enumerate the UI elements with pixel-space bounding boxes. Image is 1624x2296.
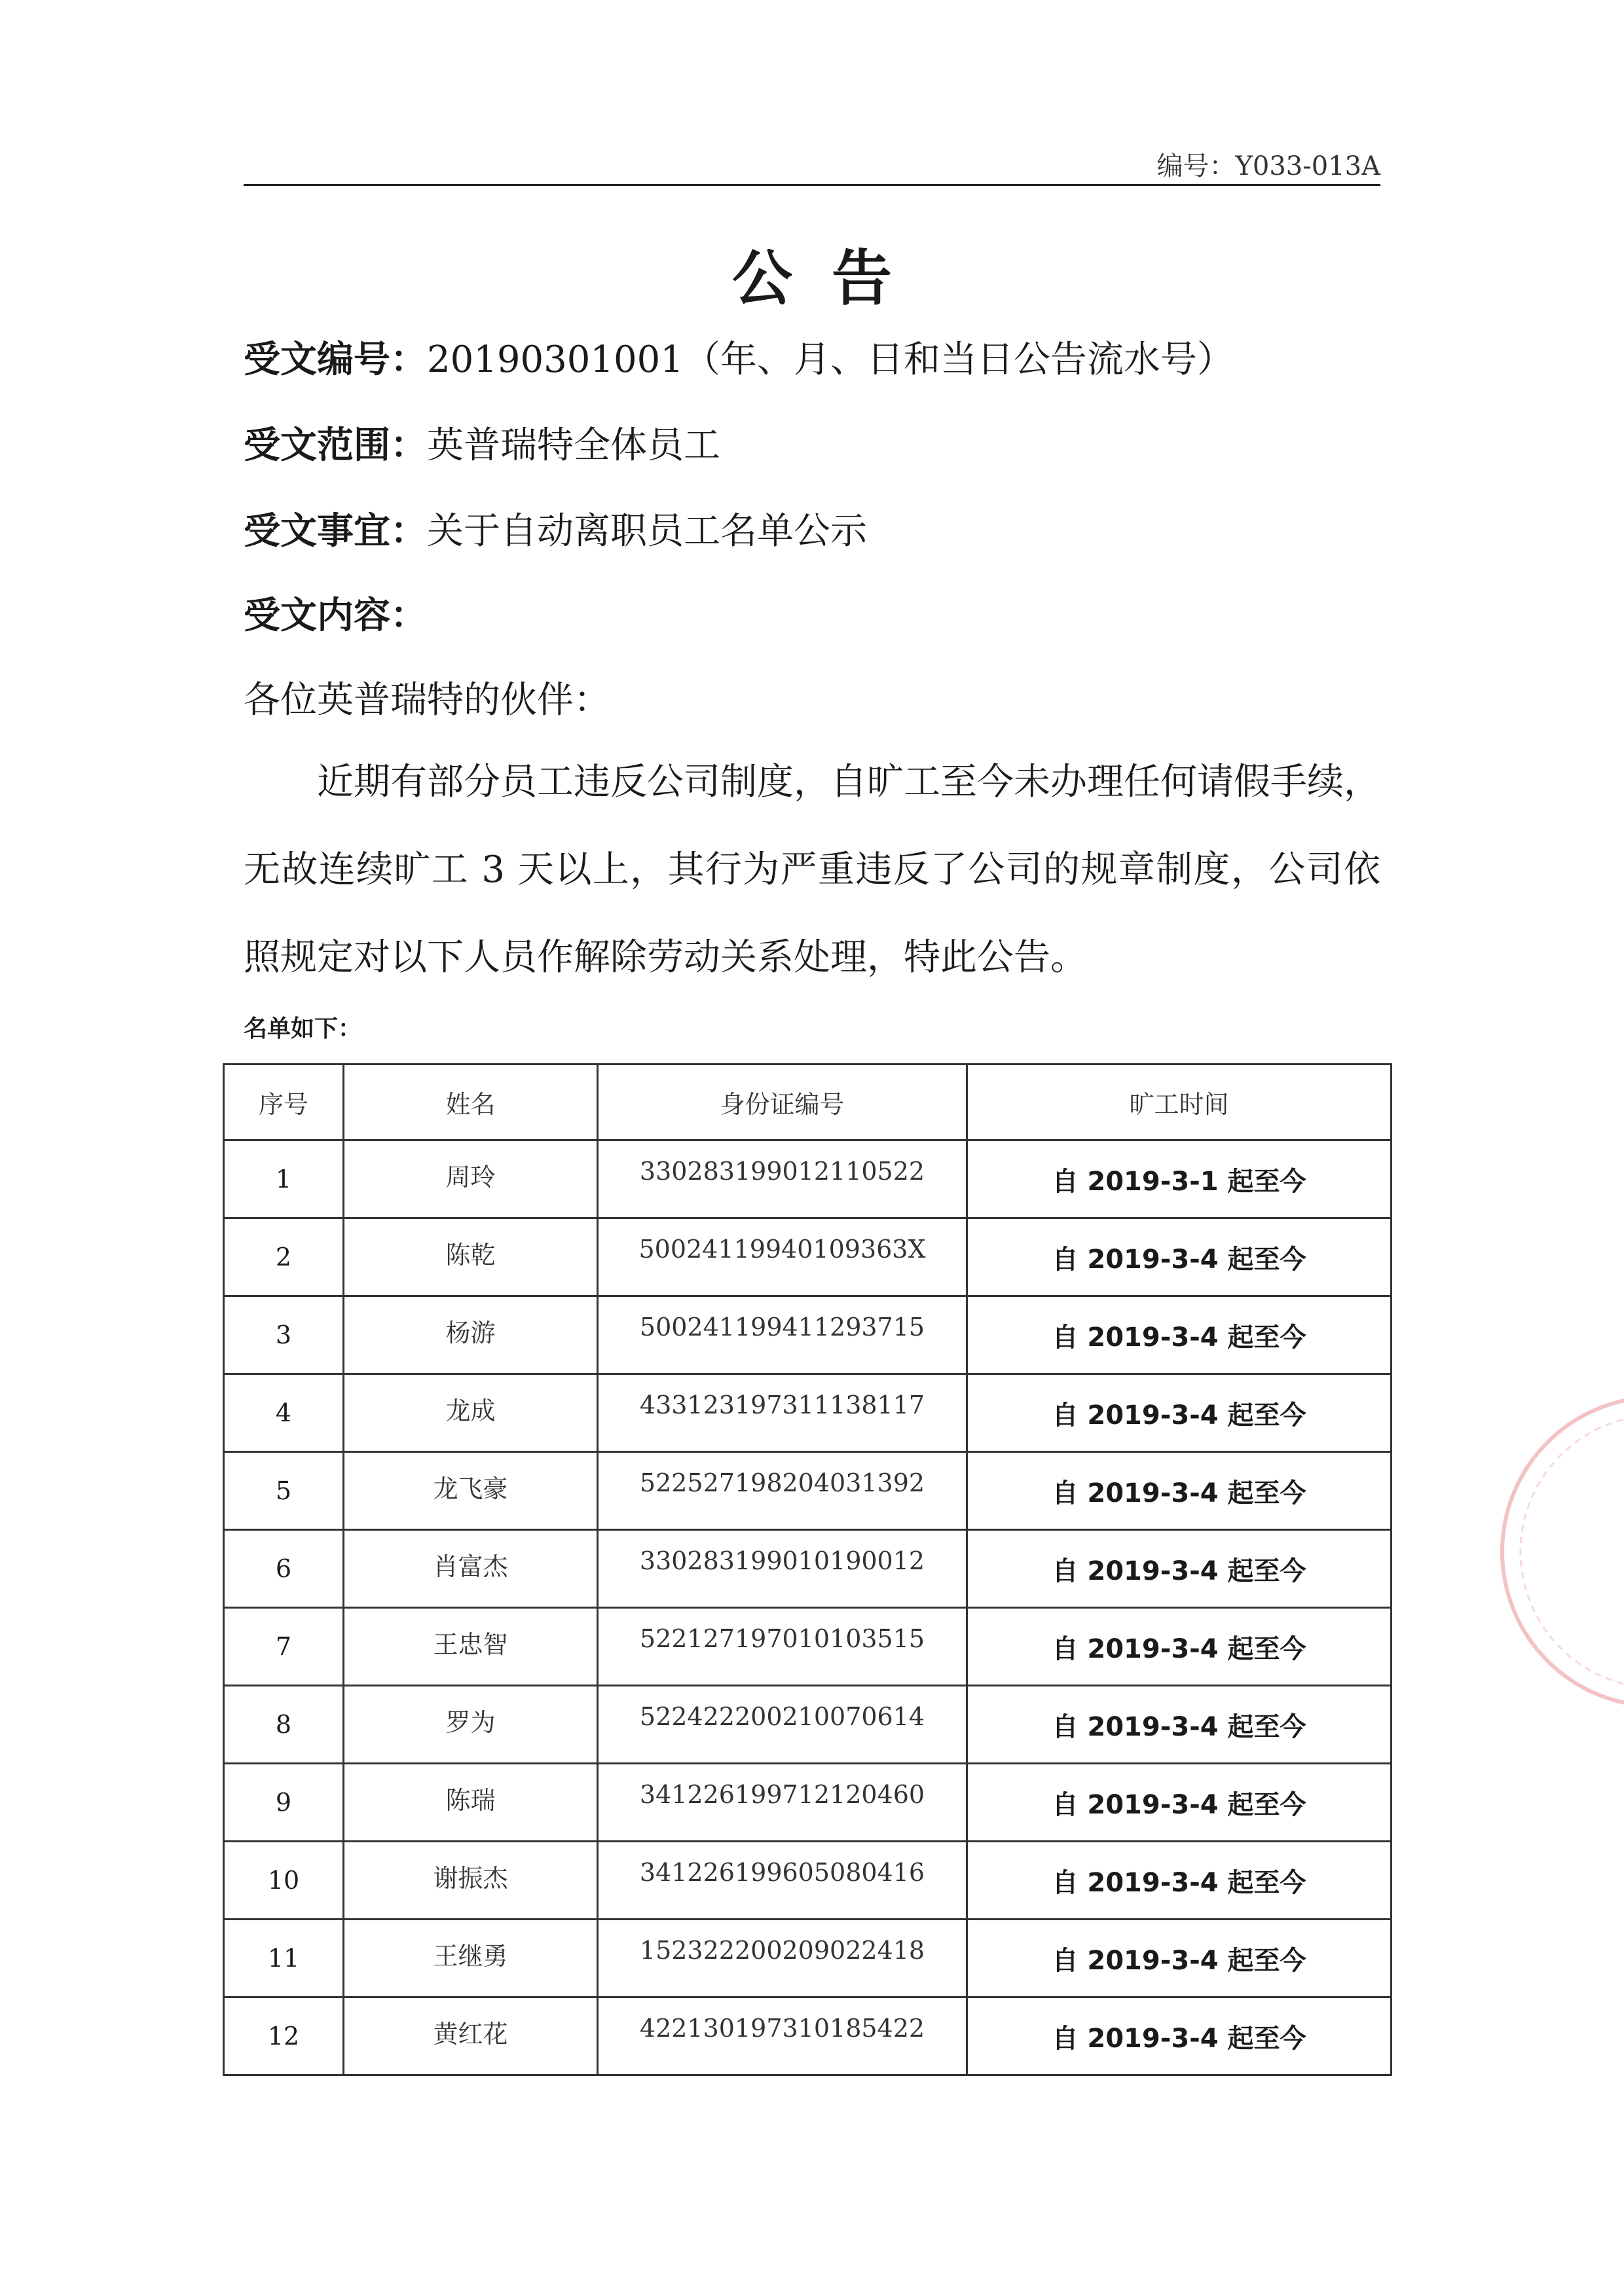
header-name: 姓名 (344, 1065, 598, 1140)
cell-id-number-text: 152322200209022418 (639, 1936, 925, 1965)
cell-index-text: 12 (267, 2022, 300, 2050)
cell-id-number-text: 500241199411293715 (639, 1313, 925, 1341)
cell-name (344, 1374, 598, 1452)
table-row (224, 1296, 1392, 1374)
field-label: 受文范围： (244, 424, 427, 467)
table-row (224, 1608, 1392, 1686)
field-value: 英普瑞特全体员工 (427, 424, 720, 467)
cell-id-number (598, 1997, 967, 2075)
cell-id-number (598, 1608, 967, 1686)
cell-index-text: 11 (267, 1944, 300, 1973)
cell-absence-time-text: 自 2019-3-4 起至今 (1052, 1556, 1306, 1586)
cell-absence-time (967, 1218, 1392, 1296)
cell-name-text: 陈乾 (445, 1241, 496, 1269)
cell-absence-time-text: 自 2019-3-4 起至今 (1052, 1945, 1306, 1976)
table-row (224, 1140, 1392, 1218)
cell-name (344, 1842, 598, 1920)
cell-index (224, 1842, 344, 1920)
cell-index-text: 10 (267, 1866, 300, 1895)
greeting: 各位英普瑞特的伙伴： (244, 679, 610, 721)
cell-id-number-text: 330283199010190012 (639, 1546, 925, 1575)
cell-index (224, 1530, 344, 1608)
cell-name (344, 1218, 598, 1296)
cell-index (224, 1140, 344, 1218)
table-row (224, 1997, 1392, 2075)
cell-absence-time (967, 1452, 1392, 1530)
cell-absence-time-text: 自 2019-3-4 起至今 (1052, 2023, 1306, 2054)
body-paragraph: 近期有部分员工违反公司制度，自旷工至今未办理任何请假手续，无故连续旷工 3 天以上，其行为严重违反了公司的规章制度，公司依照规定对以下人员作解除劳动关系处理，特此公告。 (244, 761, 1380, 979)
cell-id-number (598, 1530, 967, 1608)
cell-absence-time-text: 自 2019-3-4 起至今 (1052, 1322, 1306, 1353)
cell-name-text: 龙成 (445, 1396, 496, 1425)
table-header-row (224, 1065, 1392, 1140)
cell-absence-time-text: 自 2019-3-4 起至今 (1052, 1867, 1306, 1898)
field-label: 受文事宜： (244, 509, 427, 553)
cell-name (344, 1140, 598, 1218)
header-id-number: 身份证编号 (598, 1065, 967, 1140)
company-seal (1500, 1394, 1624, 1709)
field-value: 关于自动离职员工名单公示 (427, 510, 867, 553)
cell-id-number (598, 1452, 967, 1530)
header-absence-time: 旷工时间 (967, 1065, 1392, 1140)
cell-name-text: 肖富杰 (433, 1552, 508, 1581)
cell-id-number-text: 522127197010103515 (639, 1624, 925, 1653)
table-row (224, 1452, 1392, 1530)
cell-name-text: 龙飞豪 (433, 1474, 508, 1503)
table-row (224, 1842, 1392, 1920)
cell-absence-time-text: 自 2019-3-4 起至今 (1052, 1633, 1306, 1664)
field-doc-id (244, 331, 1234, 383)
cell-index-text: 1 (275, 1165, 292, 1194)
cell-id-number (598, 1764, 967, 1842)
cell-id-number-text: 422130197310185422 (639, 2014, 925, 2043)
cell-absence-time (967, 1296, 1392, 1374)
table-row (224, 1530, 1392, 1608)
cell-id-number-text: 330283199012110522 (639, 1157, 925, 1186)
cell-name (344, 1296, 598, 1374)
table-row (224, 1920, 1392, 1997)
header-divider (244, 184, 1380, 186)
field-label: 受文内容： (244, 594, 427, 637)
cell-name-text: 黄红花 (433, 2020, 508, 2049)
cell-index-text: 9 (275, 1788, 292, 1817)
cell-id-number (598, 1218, 967, 1296)
cell-index (224, 1374, 344, 1452)
cell-index-text: 3 (275, 1321, 292, 1349)
cell-name (344, 1920, 598, 1997)
cell-id-number-text: 522527198204031392 (639, 1468, 925, 1497)
cell-id-number-text: 341226199605080416 (639, 1858, 925, 1887)
cell-id-number-text: 522422200210070614 (639, 1702, 925, 1731)
cell-id-number (598, 1140, 967, 1218)
cell-absence-time (967, 1764, 1392, 1842)
cell-absence-time (967, 1997, 1392, 2075)
cell-name (344, 1530, 598, 1608)
cell-absence-time-text: 自 2019-3-1 起至今 (1052, 1166, 1306, 1197)
cell-id-number (598, 1296, 967, 1374)
page-title: 公告 (731, 243, 931, 314)
cell-id-number-text: 433123197311138117 (639, 1391, 925, 1419)
table-row (224, 1218, 1392, 1296)
cell-name (344, 1764, 598, 1842)
cell-absence-time (967, 1140, 1392, 1218)
cell-id-number (598, 1374, 967, 1452)
cell-absence-time (967, 1842, 1392, 1920)
cell-absence-time-text: 自 2019-3-4 起至今 (1052, 1244, 1306, 1275)
cell-absence-time (967, 1608, 1392, 1686)
cell-name-text: 周玲 (445, 1163, 496, 1192)
cell-name-text: 杨游 (445, 1319, 496, 1347)
cell-index (224, 1686, 344, 1764)
cell-name (344, 1452, 598, 1530)
cell-index-text: 2 (275, 1243, 292, 1271)
table-row (224, 1686, 1392, 1764)
document-number: 编号：Y033-013A (1156, 151, 1380, 181)
list-label: 名单如下： (244, 1015, 362, 1042)
cell-name-text: 谢振杰 (433, 1864, 508, 1893)
cell-absence-time-text: 自 2019-3-4 起至今 (1052, 1478, 1306, 1508)
cell-index (224, 1997, 344, 2075)
cell-absence-time (967, 1920, 1392, 1997)
cell-id-number (598, 1842, 967, 1920)
cell-absence-time (967, 1530, 1392, 1608)
cell-absence-time-text: 自 2019-3-4 起至今 (1052, 1711, 1306, 1742)
cell-index-text: 7 (275, 1632, 292, 1661)
cell-index-text: 4 (275, 1398, 292, 1427)
field-content (244, 587, 427, 639)
cell-name (344, 1997, 598, 2075)
cell-index (224, 1452, 344, 1530)
cell-index (224, 1764, 344, 1842)
cell-absence-time-text: 自 2019-3-4 起至今 (1052, 1400, 1306, 1430)
field-subject (244, 502, 867, 555)
table-row (224, 1764, 1392, 1842)
dismissal-table (223, 1063, 1392, 2076)
header-index: 序号 (224, 1065, 344, 1140)
cell-absence-time (967, 1374, 1392, 1452)
cell-name-text: 罗为 (445, 1708, 496, 1737)
cell-id-number (598, 1686, 967, 1764)
cell-id-number-text: 50024119940109363X (638, 1235, 926, 1264)
field-value: 20190301001（年、月、日和当日公告流水号） (427, 338, 1234, 381)
cell-index (224, 1920, 344, 1997)
cell-name (344, 1608, 598, 1686)
cell-name-text: 王继勇 (433, 1942, 508, 1971)
cell-name (344, 1686, 598, 1764)
table-row (224, 1374, 1392, 1452)
field-label: 受文编号： (244, 338, 427, 381)
cell-absence-time (967, 1686, 1392, 1764)
cell-id-number-text: 341226199712120460 (639, 1780, 925, 1809)
cell-index-text: 5 (275, 1476, 292, 1505)
cell-index (224, 1218, 344, 1296)
cell-name-text: 王忠智 (433, 1630, 508, 1659)
cell-index (224, 1608, 344, 1686)
cell-name-text: 陈瑞 (445, 1786, 496, 1815)
cell-index-text: 8 (275, 1710, 292, 1739)
cell-absence-time-text: 自 2019-3-4 起至今 (1052, 1789, 1306, 1820)
cell-index-text: 6 (275, 1554, 292, 1583)
cell-id-number (598, 1920, 967, 1997)
cell-index (224, 1296, 344, 1374)
field-scope (244, 416, 720, 469)
